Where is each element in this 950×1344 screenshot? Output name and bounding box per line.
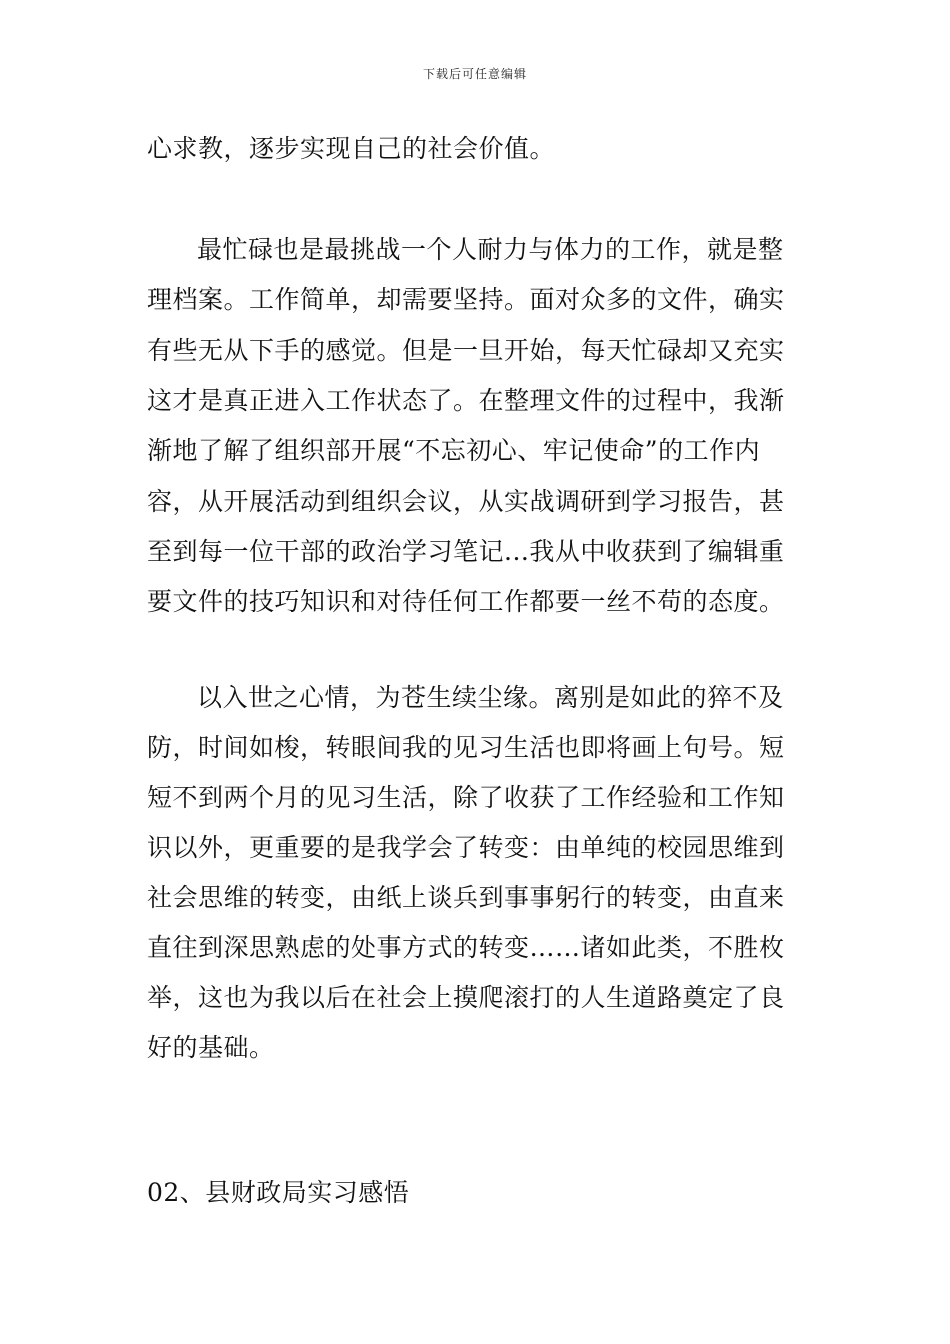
paragraph-line: 短不到两个月的见习生活，除了收获了工作经验和工作知 xyxy=(147,783,785,812)
paragraph-line: 直往到深思熟虑的处事方式的转变……诸如此类，不胜枚 xyxy=(147,933,785,962)
page-header: 下载后可任意编辑 xyxy=(422,67,527,81)
paragraph-line: 心求教，逐步实现自己的社会价值。 xyxy=(147,134,556,163)
section-heading: 02、县财政局实习感悟 xyxy=(147,1178,410,1207)
paragraph-line: 至到每一位干部的政治学习笔记...我从中收获到了编辑重 xyxy=(147,537,785,566)
paragraph-line: 社会思维的转变，由纸上谈兵到事事躬行的转变，由直来 xyxy=(147,883,785,912)
paragraph-line: 以入世之心情，为苍生续尘缘。离别是如此的猝不及 xyxy=(197,683,784,712)
paragraph-line: 这才是真正进入工作状态了。在整理文件的过程中，我渐 xyxy=(147,386,785,415)
paragraph-line: 容，从开展活动到组织会议，从实战调研到学习报告，甚 xyxy=(147,487,785,516)
paragraph-line: 要文件的技巧知识和对待任何工作都要一丝不苟的态度。 xyxy=(147,587,785,616)
paragraph-line: 举，这也为我以后在社会上摸爬滚打的人生道路奠定了良 xyxy=(147,983,785,1012)
paragraph-line: 防，时间如梭，转眼间我的见习生活也即将画上句号。短 xyxy=(147,733,785,762)
paragraph-line: 好的基础。 xyxy=(147,1033,275,1062)
paragraph-line: 有些无从下手的感觉。但是一旦开始，每天忙碌却又充实 xyxy=(147,336,785,365)
paragraph-line: 渐地了解了组织部开展“不忘初心、牢记使命”的工作内 xyxy=(147,436,761,465)
paragraph-line: 识以外，更重要的是我学会了转变：由单纯的校园思维到 xyxy=(147,833,785,862)
paragraph-line: 理档案。工作简单，却需要坚持。面对众多的文件，确实 xyxy=(147,285,785,314)
paragraph-line: 最忙碌也是最挑战一个人耐力与体力的工作，就是整 xyxy=(197,235,784,264)
